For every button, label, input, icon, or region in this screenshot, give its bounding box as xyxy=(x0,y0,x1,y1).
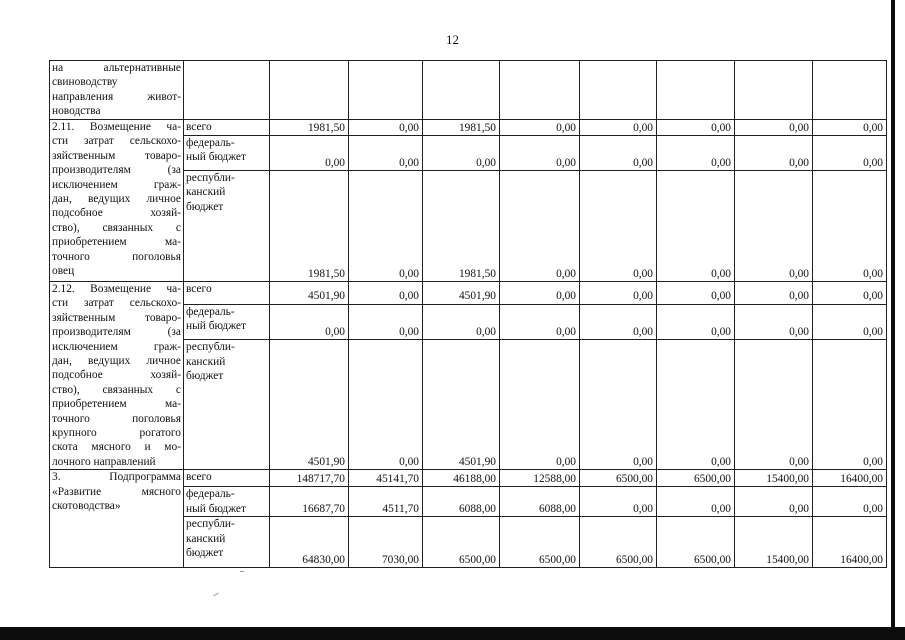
amount-cell: 15400,00 xyxy=(735,517,813,568)
measure-name-cell xyxy=(50,120,184,282)
amount-cell: 6500,00 xyxy=(423,517,500,568)
amount-cell: 6500,00 xyxy=(657,470,735,487)
amount-cell: 0,00 xyxy=(580,304,657,340)
amount-cell: 6500,00 xyxy=(500,517,580,568)
measure-name-cell xyxy=(50,282,184,470)
name-line: крупного рогатого xyxy=(52,427,181,440)
funding-source-cell xyxy=(184,136,270,171)
name-line: новодства xyxy=(52,105,101,118)
amount-cell: 0,00 xyxy=(349,282,423,305)
empty-cell xyxy=(500,61,580,120)
empty-cell xyxy=(735,61,813,120)
source-line: республи- xyxy=(186,341,235,354)
name-line: зяйственным товаро- xyxy=(52,311,181,324)
amount-cell: 0,00 xyxy=(580,171,657,282)
empty-cell xyxy=(349,61,423,120)
source-line: ный бюджет xyxy=(186,502,246,515)
amount-cell: 0,00 xyxy=(735,282,813,305)
table-row xyxy=(50,282,887,305)
amount-cell: 0,00 xyxy=(500,340,580,470)
funding-source-cell xyxy=(184,304,270,340)
funding-source-cell xyxy=(184,282,270,305)
empty-cell xyxy=(580,61,657,120)
amount-cell: 0,00 xyxy=(735,304,813,340)
amount-cell: 15400,00 xyxy=(735,470,813,487)
empty-cell xyxy=(270,61,349,120)
amount-cell: 0,00 xyxy=(349,171,423,282)
amount-cell: 0,00 xyxy=(657,120,735,136)
funding-source-cell xyxy=(184,171,270,282)
amount-cell: 16400,00 xyxy=(813,517,887,568)
measure-name-cell xyxy=(50,470,184,568)
table-body xyxy=(50,61,887,568)
name-line: дан, ведущих личное xyxy=(52,355,181,368)
continued-row xyxy=(50,61,887,120)
amount-cell: 0,00 xyxy=(735,171,813,282)
table-row xyxy=(50,470,887,487)
amount-cell: 1981,50 xyxy=(270,171,349,282)
table-row xyxy=(50,120,887,136)
amount-cell: 0,00 xyxy=(735,136,813,171)
amount-cell: 0,00 xyxy=(735,120,813,136)
funding-source-cell xyxy=(184,487,270,517)
amount-cell: 45141,70 xyxy=(349,470,423,487)
name-line: ство), связанных с xyxy=(52,221,181,234)
source-line: бюджет xyxy=(186,546,224,559)
amount-cell: 0,00 xyxy=(500,304,580,340)
amount-cell: 0,00 xyxy=(657,136,735,171)
name-line: производителям (за xyxy=(52,326,181,339)
amount-cell: 0,00 xyxy=(735,340,813,470)
empty-cell xyxy=(184,61,270,120)
amount-cell: 0,00 xyxy=(349,340,423,470)
amount-cell: 0,00 xyxy=(500,282,580,305)
amount-cell: 0,00 xyxy=(423,136,500,171)
amount-cell: 0,00 xyxy=(580,120,657,136)
amount-cell: 148717,70 xyxy=(270,470,349,487)
source-line: бюджет xyxy=(186,370,224,383)
source-line: федераль- xyxy=(186,305,235,318)
amount-cell: 12588,00 xyxy=(500,470,580,487)
amount-cell: 4501,90 xyxy=(423,340,500,470)
amount-cell: 6088,00 xyxy=(423,487,500,517)
amount-cell: 0,00 xyxy=(657,340,735,470)
funding-source-cell xyxy=(184,340,270,470)
scan-right-border xyxy=(891,0,895,627)
amount-cell: 0,00 xyxy=(349,136,423,171)
amount-cell: 6088,00 xyxy=(500,487,580,517)
amount-cell: 0,00 xyxy=(270,136,349,171)
source-line: канский xyxy=(186,186,226,199)
amount-cell: 0,00 xyxy=(580,136,657,171)
name-line: производителям (за xyxy=(52,164,181,177)
name-line: ство), связанных с xyxy=(52,383,181,396)
amount-cell: 0,00 xyxy=(813,340,887,470)
name-line: свиноводству xyxy=(52,76,118,89)
source-line: канский xyxy=(186,532,226,545)
name-line: скотоводства» xyxy=(52,500,121,513)
amount-cell: 0,00 xyxy=(500,171,580,282)
amount-cell: 0,00 xyxy=(500,136,580,171)
amount-cell: 0,00 xyxy=(500,120,580,136)
amount-cell: 0,00 xyxy=(813,120,887,136)
amount-cell: 1981,50 xyxy=(270,120,349,136)
amount-cell: 6500,00 xyxy=(657,517,735,568)
page-number: 12 xyxy=(446,32,459,47)
budget-table xyxy=(49,60,887,568)
amount-cell: 0,00 xyxy=(813,282,887,305)
name-line: исключением граж- xyxy=(52,178,181,191)
scan-speck xyxy=(240,571,244,572)
amount-cell: 0,00 xyxy=(580,340,657,470)
amount-cell: 0,00 xyxy=(657,171,735,282)
empty-cell xyxy=(657,61,735,120)
source-line: всего xyxy=(186,121,212,133)
name-line: приобретением ма- xyxy=(52,398,181,411)
amount-cell: 0,00 xyxy=(813,304,887,340)
name-line: лочного направлений xyxy=(52,455,156,468)
amount-cell: 64830,00 xyxy=(270,517,349,568)
amount-cell: 6500,00 xyxy=(580,517,657,568)
source-line: всего xyxy=(186,471,212,484)
source-line: ный бюджет xyxy=(186,151,246,164)
amount-cell: 4501,90 xyxy=(423,282,500,305)
scan-speck xyxy=(213,593,219,596)
source-line: канский xyxy=(186,355,226,368)
amount-cell: 7030,00 xyxy=(349,517,423,568)
source-line: федераль- xyxy=(186,137,235,149)
amount-cell: 0,00 xyxy=(580,487,657,517)
source-line: бюджет xyxy=(186,200,224,213)
amount-cell: 0,00 xyxy=(813,136,887,171)
scan-bottom-edge xyxy=(0,627,905,640)
funding-source-cell xyxy=(184,470,270,487)
name-line: овец xyxy=(52,265,75,278)
name-line: точного поголовья xyxy=(52,412,181,425)
name-line: на альтернативные xyxy=(52,62,181,74)
amount-cell: 46188,00 xyxy=(423,470,500,487)
amount-cell: 0,00 xyxy=(813,171,887,282)
name-line: направления живот- xyxy=(52,90,181,103)
name-line: сти затрат сельскохо- xyxy=(52,297,181,310)
amount-cell: 0,00 xyxy=(580,282,657,305)
source-line: федераль- xyxy=(186,488,235,501)
name-line: 2.11. Возмещение ча- xyxy=(52,121,181,133)
amount-cell: 0,00 xyxy=(813,487,887,517)
funding-source-cell xyxy=(184,120,270,136)
name-line: 2.12. Возмещение ча- xyxy=(52,283,181,295)
name-line: подсобное хозяй- xyxy=(52,207,181,220)
source-line: всего xyxy=(186,283,212,295)
name-line: дан, ведущих личное xyxy=(52,193,181,206)
amount-cell: 0,00 xyxy=(423,304,500,340)
name-line: точного поголовья xyxy=(52,250,181,263)
amount-cell: 0,00 xyxy=(657,304,735,340)
amount-cell: 16400,00 xyxy=(813,470,887,487)
amount-cell: 0,00 xyxy=(735,487,813,517)
continued-name-cell xyxy=(50,61,184,120)
amount-cell: 1981,50 xyxy=(423,120,500,136)
name-line: скота мясного и мо- xyxy=(52,441,181,454)
empty-cell xyxy=(423,61,500,120)
amount-cell: 0,00 xyxy=(349,120,423,136)
source-line: ный бюджет xyxy=(186,319,246,332)
amount-cell: 4501,90 xyxy=(270,340,349,470)
amount-cell: 0,00 xyxy=(657,282,735,305)
amount-cell: 6500,00 xyxy=(580,470,657,487)
amount-cell: 4511,70 xyxy=(349,487,423,517)
source-line: республи- xyxy=(186,172,235,184)
amount-cell: 0,00 xyxy=(349,304,423,340)
name-line: исключением граж- xyxy=(52,340,181,353)
funding-source-cell xyxy=(184,517,270,568)
amount-cell: 0,00 xyxy=(657,487,735,517)
source-line: республи- xyxy=(186,518,235,531)
amount-cell: 0,00 xyxy=(270,304,349,340)
amount-cell: 4501,90 xyxy=(270,282,349,305)
name-line: зяйственным товаро- xyxy=(52,149,181,162)
amount-cell: 1981,50 xyxy=(423,171,500,282)
name-line: сти затрат сельскохо- xyxy=(52,135,181,148)
empty-cell xyxy=(813,61,887,120)
name-line: подсобное хозяй- xyxy=(52,369,181,382)
name-line: «Развитие мясного xyxy=(52,485,181,498)
name-line: 3. Подпрограмма xyxy=(52,471,181,484)
name-line: приобретением ма- xyxy=(52,236,181,249)
amount-cell: 16687,70 xyxy=(270,487,349,517)
